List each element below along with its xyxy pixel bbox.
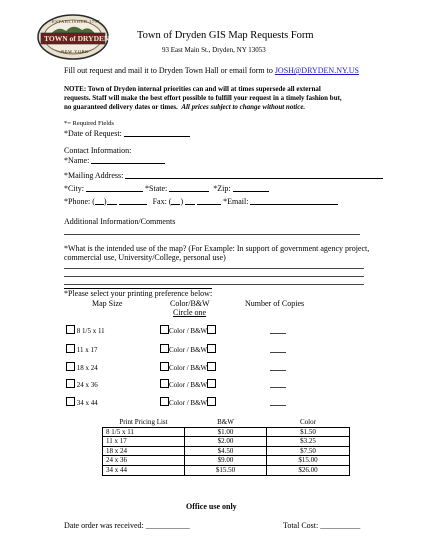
note-line-3-bold: no guaranteed delivery dates or times. (64, 103, 178, 111)
bw-label: / B&W (186, 364, 208, 372)
table-row (103, 465, 350, 475)
size-label: 34 x 44 (76, 399, 98, 407)
size-option[interactable] (66, 325, 105, 335)
pricing-header-color: Color (300, 418, 316, 426)
page-title: Town of Dryden GIS Map Requests Form (137, 30, 314, 41)
city-label: *City: (64, 184, 85, 193)
bw-label: / B&W (186, 381, 208, 389)
mailing-label: *Mailing Address: (64, 171, 124, 180)
date-input[interactable] (124, 128, 190, 137)
required-note: *= Required Fields (64, 120, 114, 127)
zip-label: *Zip: (213, 184, 231, 193)
pricing-bw: $15.50 (185, 465, 267, 475)
town-logo (36, 13, 110, 61)
use-question-line-1: *What is the intended use of the map? (For Example: In support of government agency project, (64, 244, 370, 253)
fax-label: Fax: ( (152, 197, 172, 206)
note-line-3 (64, 103, 305, 111)
fax-prefix-input[interactable] (185, 196, 195, 205)
color-checkbox[interactable] (160, 379, 169, 388)
color-checkbox[interactable] (160, 325, 169, 334)
pricing-color: $26.00 (267, 465, 350, 475)
color-bw-option[interactable] (160, 379, 216, 389)
bw-label: / B&W (186, 346, 208, 354)
bw-checkbox[interactable] (207, 379, 216, 388)
size-checkbox[interactable] (66, 362, 75, 371)
size-checkbox[interactable] (66, 379, 75, 388)
table-row (103, 446, 350, 456)
size-label: 24 x 36 (76, 381, 98, 389)
pricing-color: $15.00 (267, 456, 350, 466)
bw-checkbox[interactable] (207, 362, 216, 371)
copies-input[interactable] (270, 387, 286, 388)
state-label: *State: (145, 184, 168, 193)
pricing-table (102, 418, 350, 476)
pricing-header-bw: B&W (217, 418, 234, 426)
size-label: 11 x 17 (76, 346, 98, 354)
city-state-zip-row (64, 183, 269, 193)
mailing-input[interactable] (125, 170, 383, 179)
use-answer-line-3[interactable] (64, 284, 364, 285)
use-answer-line-1[interactable] (64, 268, 364, 269)
use-answer-line-2[interactable] (64, 276, 364, 277)
preference-heading: *Please select your printing preference below: (64, 289, 213, 298)
total-cost-field[interactable]: Total Cost: __________ (283, 521, 361, 530)
bw-checkbox[interactable] (207, 325, 216, 334)
mailing-field[interactable] (64, 170, 383, 180)
col-circle-one: Circle one (173, 308, 207, 317)
size-option[interactable] (66, 397, 98, 407)
bw-checkbox[interactable] (207, 397, 216, 406)
intro-text (64, 66, 359, 75)
size-option[interactable] (66, 362, 98, 372)
pricing-color: $3.25 (267, 437, 350, 447)
pricing-bw: $2.00 (185, 437, 267, 447)
date-label: *Date of Request: (64, 129, 122, 138)
copies-input[interactable] (270, 370, 286, 371)
email-link[interactable]: JOSH@DRYDEN.NY.US (274, 66, 359, 75)
bw-checkbox[interactable] (207, 344, 216, 353)
bw-label: / B&W (186, 399, 208, 407)
name-label: *Name: (64, 156, 90, 165)
color-checkbox[interactable] (160, 362, 169, 371)
color-label: Color (169, 327, 185, 335)
col-color-bw: Color/B&W (170, 299, 210, 308)
phone-close: ) (103, 197, 107, 206)
use-question-line-2: commercial use, University/College, personal use) (64, 253, 226, 262)
intro-instruction: Fill out request and mail it to Dryden Town Hall or email form to (64, 66, 275, 75)
col-map-size: Map Size (92, 299, 123, 308)
logo-top-text: ESTABLISHED 1797 (52, 19, 101, 24)
phone-label: *Phone: ( (64, 197, 95, 206)
note-line-2: requests. Staff will make the best effort possible to fulfill your request in a timely fashion but, (64, 94, 342, 102)
size-label: 18 x 24 (76, 364, 98, 372)
pricing-color: $1.50 (267, 427, 350, 437)
table-row (103, 427, 350, 437)
city-input[interactable] (86, 183, 143, 192)
pricing-color: $7.50 (267, 446, 350, 456)
logo-main-text: TOWN of DRYDEN (44, 34, 110, 43)
color-label: Color (169, 364, 185, 372)
copies-input[interactable] (270, 405, 286, 406)
zip-input[interactable] (233, 183, 269, 192)
color-label: Color (169, 381, 185, 389)
size-option[interactable] (66, 379, 98, 389)
phone-prefix-input[interactable] (107, 196, 117, 205)
email-label: *Email: (223, 197, 249, 206)
size-checkbox[interactable] (66, 344, 75, 353)
date-field[interactable] (64, 128, 190, 138)
pricing-size: 18 x 24 (103, 446, 185, 456)
state-input[interactable] (169, 183, 209, 192)
phone-area-input[interactable] (95, 196, 104, 205)
pricing-bw: $1.00 (185, 427, 267, 437)
size-label: 8 1/5 x 11 (76, 327, 105, 335)
color-checkbox[interactable] (160, 397, 169, 406)
color-checkbox[interactable] (160, 344, 169, 353)
phone-fax-email-row (64, 196, 338, 206)
copies-input[interactable] (270, 333, 286, 334)
size-checkbox[interactable] (66, 397, 75, 406)
office-use-heading: Office use only (186, 502, 237, 511)
pricing-header-row (103, 418, 350, 427)
pricing-header-size: Print Pricing List (119, 418, 168, 426)
pricing-size: 8 1/5 x 11 (103, 427, 185, 437)
bw-label: / B&W (186, 327, 208, 335)
logo-bottom-text: NEW YORK (61, 49, 89, 54)
table-row (103, 456, 350, 466)
size-checkbox[interactable] (66, 325, 75, 334)
pricing-bw: $9.00 (185, 456, 267, 466)
name-input[interactable] (91, 155, 165, 164)
address: 93 East Main St., Dryden, NY 13053 (162, 46, 266, 54)
pricing-bw: $4.50 (185, 446, 267, 456)
pricing-size: 24 x 36 (103, 456, 185, 466)
color-label: Color (169, 399, 185, 407)
phone-number-input[interactable] (119, 196, 147, 205)
pricing-size: 11 x 17 (103, 437, 185, 447)
note-line-3-italic: All prices subject to change without notice. (181, 103, 306, 111)
date-received-field[interactable]: Date order was received: ___________ (64, 521, 190, 530)
table-row (103, 437, 350, 447)
additional-info-line[interactable] (64, 234, 360, 235)
color-bw-option[interactable] (160, 344, 216, 354)
fax-close: ) (180, 197, 184, 206)
additional-info-label: Additional Information/Comments (64, 217, 176, 226)
fax-number-input[interactable] (197, 196, 221, 205)
col-copies: Number of Copies (245, 299, 305, 308)
contact-heading: Contact Information: (64, 146, 132, 155)
color-bw-option[interactable] (160, 397, 216, 407)
name-field[interactable] (64, 155, 165, 165)
copies-input[interactable] (270, 352, 286, 353)
email-input[interactable] (250, 196, 338, 205)
size-option[interactable] (66, 344, 98, 354)
note-line-1: NOTE: Town of Dryden internal priorities can and will at times supersede all external (64, 85, 321, 93)
color-bw-option[interactable] (160, 362, 216, 372)
color-bw-option[interactable] (160, 325, 216, 335)
pricing-size: 34 x 44 (103, 465, 185, 475)
color-label: Color (169, 346, 185, 354)
